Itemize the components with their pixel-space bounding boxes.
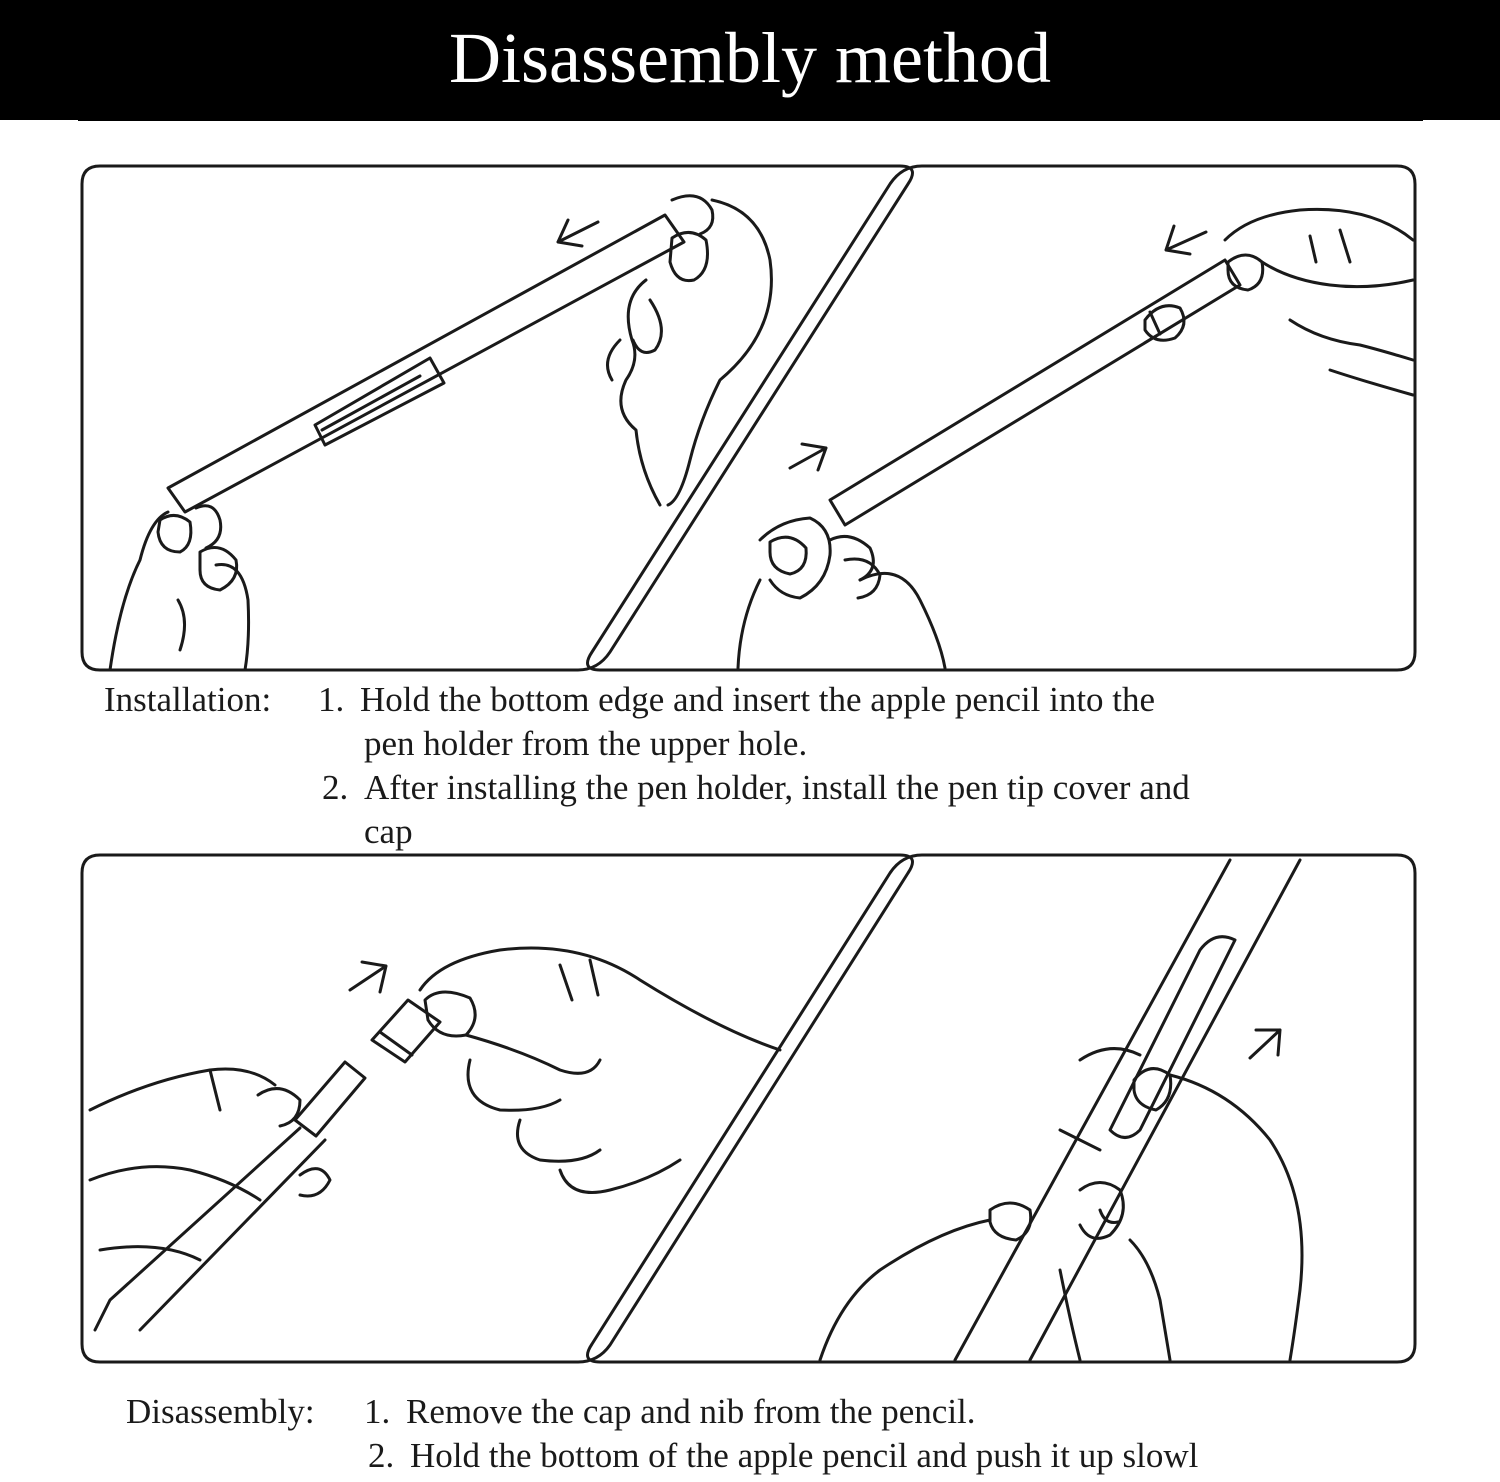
panel-2-illustration (738, 209, 1413, 668)
panel-3-illustration (90, 948, 780, 1330)
installation-step-1-line-2: pen holder from the upper hole. (364, 724, 808, 763)
panel-4-illustration (820, 860, 1302, 1360)
disassembly-label: Disassembly: (126, 1392, 315, 1431)
installation-step-1-number: 1. (318, 680, 345, 719)
disassembly-step-1-line-1: Remove the cap and nib from the pencil. (406, 1392, 976, 1431)
installation-step-2-number: 2. (322, 768, 349, 807)
disassembly-step-1-number: 1. (364, 1392, 391, 1431)
installation-step-2-line-1: After installing the pen holder, install the pen tip cover and (364, 768, 1190, 807)
panel-2-frame (588, 166, 1416, 670)
panel-1-illustration (110, 196, 771, 670)
panel-4-frame (588, 855, 1416, 1362)
installation-step-1-line-1: Hold the bottom edge and insert the apple pencil into the (360, 680, 1156, 719)
page-title: Disassembly method (449, 18, 1051, 98)
installation-label: Installation: (104, 680, 272, 719)
disassembly-step-2-line-1: Hold the bottom of the apple pencil and push it up slowl (410, 1436, 1199, 1475)
disassembly-step-2-number: 2. (368, 1436, 395, 1475)
installation-step-2-line-2: cap (364, 812, 413, 851)
